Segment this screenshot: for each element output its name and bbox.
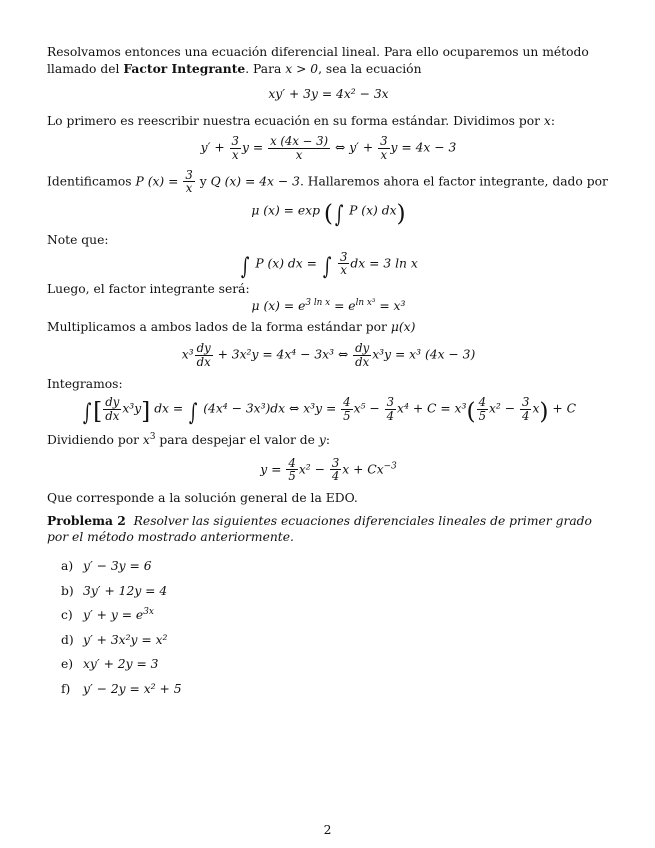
step1-text: Lo primero es reescribir nuestra ecuación en su forma estándar. Dividimos por (47, 113, 544, 128)
step1-var: x (543, 113, 551, 128)
step1-end: : (550, 113, 555, 128)
equation-integral-p: ∫ P (x) dx = ∫ $\frac{3}{x}$ dx = 3 ln x (241, 249, 418, 281)
identify-text-2: . Hallaremos ahora el factor integrante, dado por (299, 174, 608, 189)
intro-text-2: . Para (245, 61, 286, 76)
item-label: c) (61, 608, 73, 623)
problem-text: Resolver las siguientes ecuaciones diferenciales lineales de primer grado por el método mostrado anteriormente. (47, 513, 592, 545)
list-item (61, 656, 610, 673)
step1-paragraph (47, 113, 610, 130)
item-label: b) (61, 583, 74, 598)
equation-mu-result: μ $(x) = e^{3 ln x} = e^{ln x^3} = x^3$ (251, 298, 406, 314)
mu-lhs: μ (x) = exp (251, 203, 320, 218)
item-label: f) (61, 681, 71, 696)
page-number: 2 (323, 823, 332, 837)
list-item (61, 681, 610, 698)
dividiendo-end: : (325, 433, 330, 448)
mu-integrand: P (x) dx (349, 203, 397, 218)
item-equation: y′ − 3y = 6 (83, 558, 152, 573)
multiplicamos-var: μ(x) (390, 319, 416, 334)
equation-multiplied: x³ $\frac{dy}{dx}$ + 3x²y = 4x⁴ − 3x³ ⇔ $\frac{dy}{dx}$ x³y = x³ (4x − 3) (181, 341, 476, 369)
dividiendo-exp: 3 (149, 432, 156, 443)
item-label: e) (61, 657, 74, 672)
intro-text-3: , sea la ecuación (318, 61, 422, 76)
item-label: d) (61, 632, 74, 647)
item-equation: 3y′ + 12y = 4 (83, 583, 168, 598)
identify-text: Identificamos (47, 174, 136, 189)
conclusion-text: Que corresponde a la solución general de la EDO. (47, 491, 358, 506)
dividiendo-paragraph (47, 432, 610, 449)
problem-statement (47, 513, 610, 546)
equation-standard-form: y′ + $\frac{3}{x}$ y = $\frac{x (4x - 3)}{x}$ ⇔ y′ + $\frac{3}{x}$ y = 4x − 3 (200, 134, 457, 162)
item-equation: y′ + 3x²y = x² (83, 632, 168, 647)
equation-general-solution: y = $\frac{4}{5}$ x² − $\frac{3}{4}$ $x + Cx^{-3}$ (260, 455, 397, 483)
intro-text: Resolvamos entonces una ecuación diferencial lineal. Para ello ocuparemos un método llamado del (47, 45, 589, 76)
list-item (61, 558, 610, 575)
multiplicamos-text: Multiplicamos a ambos lados de la forma estándar por (47, 319, 391, 334)
problem-label: Problema 2 (47, 512, 126, 528)
intro-bold-term: Factor Integrante (123, 60, 246, 76)
dividiendo-var: x (142, 433, 150, 448)
list-item (61, 607, 610, 624)
integramos-label: Integramos: (47, 376, 123, 391)
q-function: Q (x) = 4x − 3 (210, 174, 300, 189)
dividiendo-text: Dividiendo por (47, 433, 143, 448)
problem-list (47, 558, 610, 698)
equation-integrated: ∫[ $\frac{dy}{dx}$ x³y] dx = ∫ (4x⁴ − 3x³)dx ⇔ x³y = $\frac{4}{5}$ x⁵ − $\frac{3}{4}$ x⁴ + C = x³( $\frac{4}{5}$ x² − $\frac{3}{4}$ x) + C (82, 395, 577, 426)
intro-paragraph (47, 44, 610, 77)
identify-paragraph: Identificamos P (x) = $\frac{3}{x}$ y Q (x) = 4x − 3. Hallaremos ahora el factor integrante, dado por (47, 167, 608, 196)
identify-conj: y (195, 174, 211, 189)
list-item (61, 583, 610, 600)
luego-label: Luego, el factor integrante será: (47, 281, 250, 296)
item-equation: xy′ + 2y = 3 (83, 657, 159, 672)
item-equation: y′ − 2y = x² + 5 (83, 681, 182, 696)
intro-condition: x > 0 (285, 61, 319, 76)
p-function-lhs: P (x) = (135, 174, 179, 189)
list-item (61, 632, 610, 649)
equation-mu-definition: μ (x) = exp (∫ P (x) dx) (251, 199, 406, 228)
dividiendo-y: y (318, 433, 326, 448)
multiplicamos-paragraph (47, 319, 610, 336)
note-label: Note que: (47, 233, 109, 248)
item-label: a) (61, 558, 74, 573)
page-content (47, 44, 610, 706)
equation-main: xy′ + 3y = 4x² − 3x (268, 87, 389, 102)
dividiendo-text-2: para despejar el valor de (155, 433, 319, 448)
item-equation: y′ + y = e (83, 608, 144, 623)
item-exponent: 3x (143, 607, 154, 618)
